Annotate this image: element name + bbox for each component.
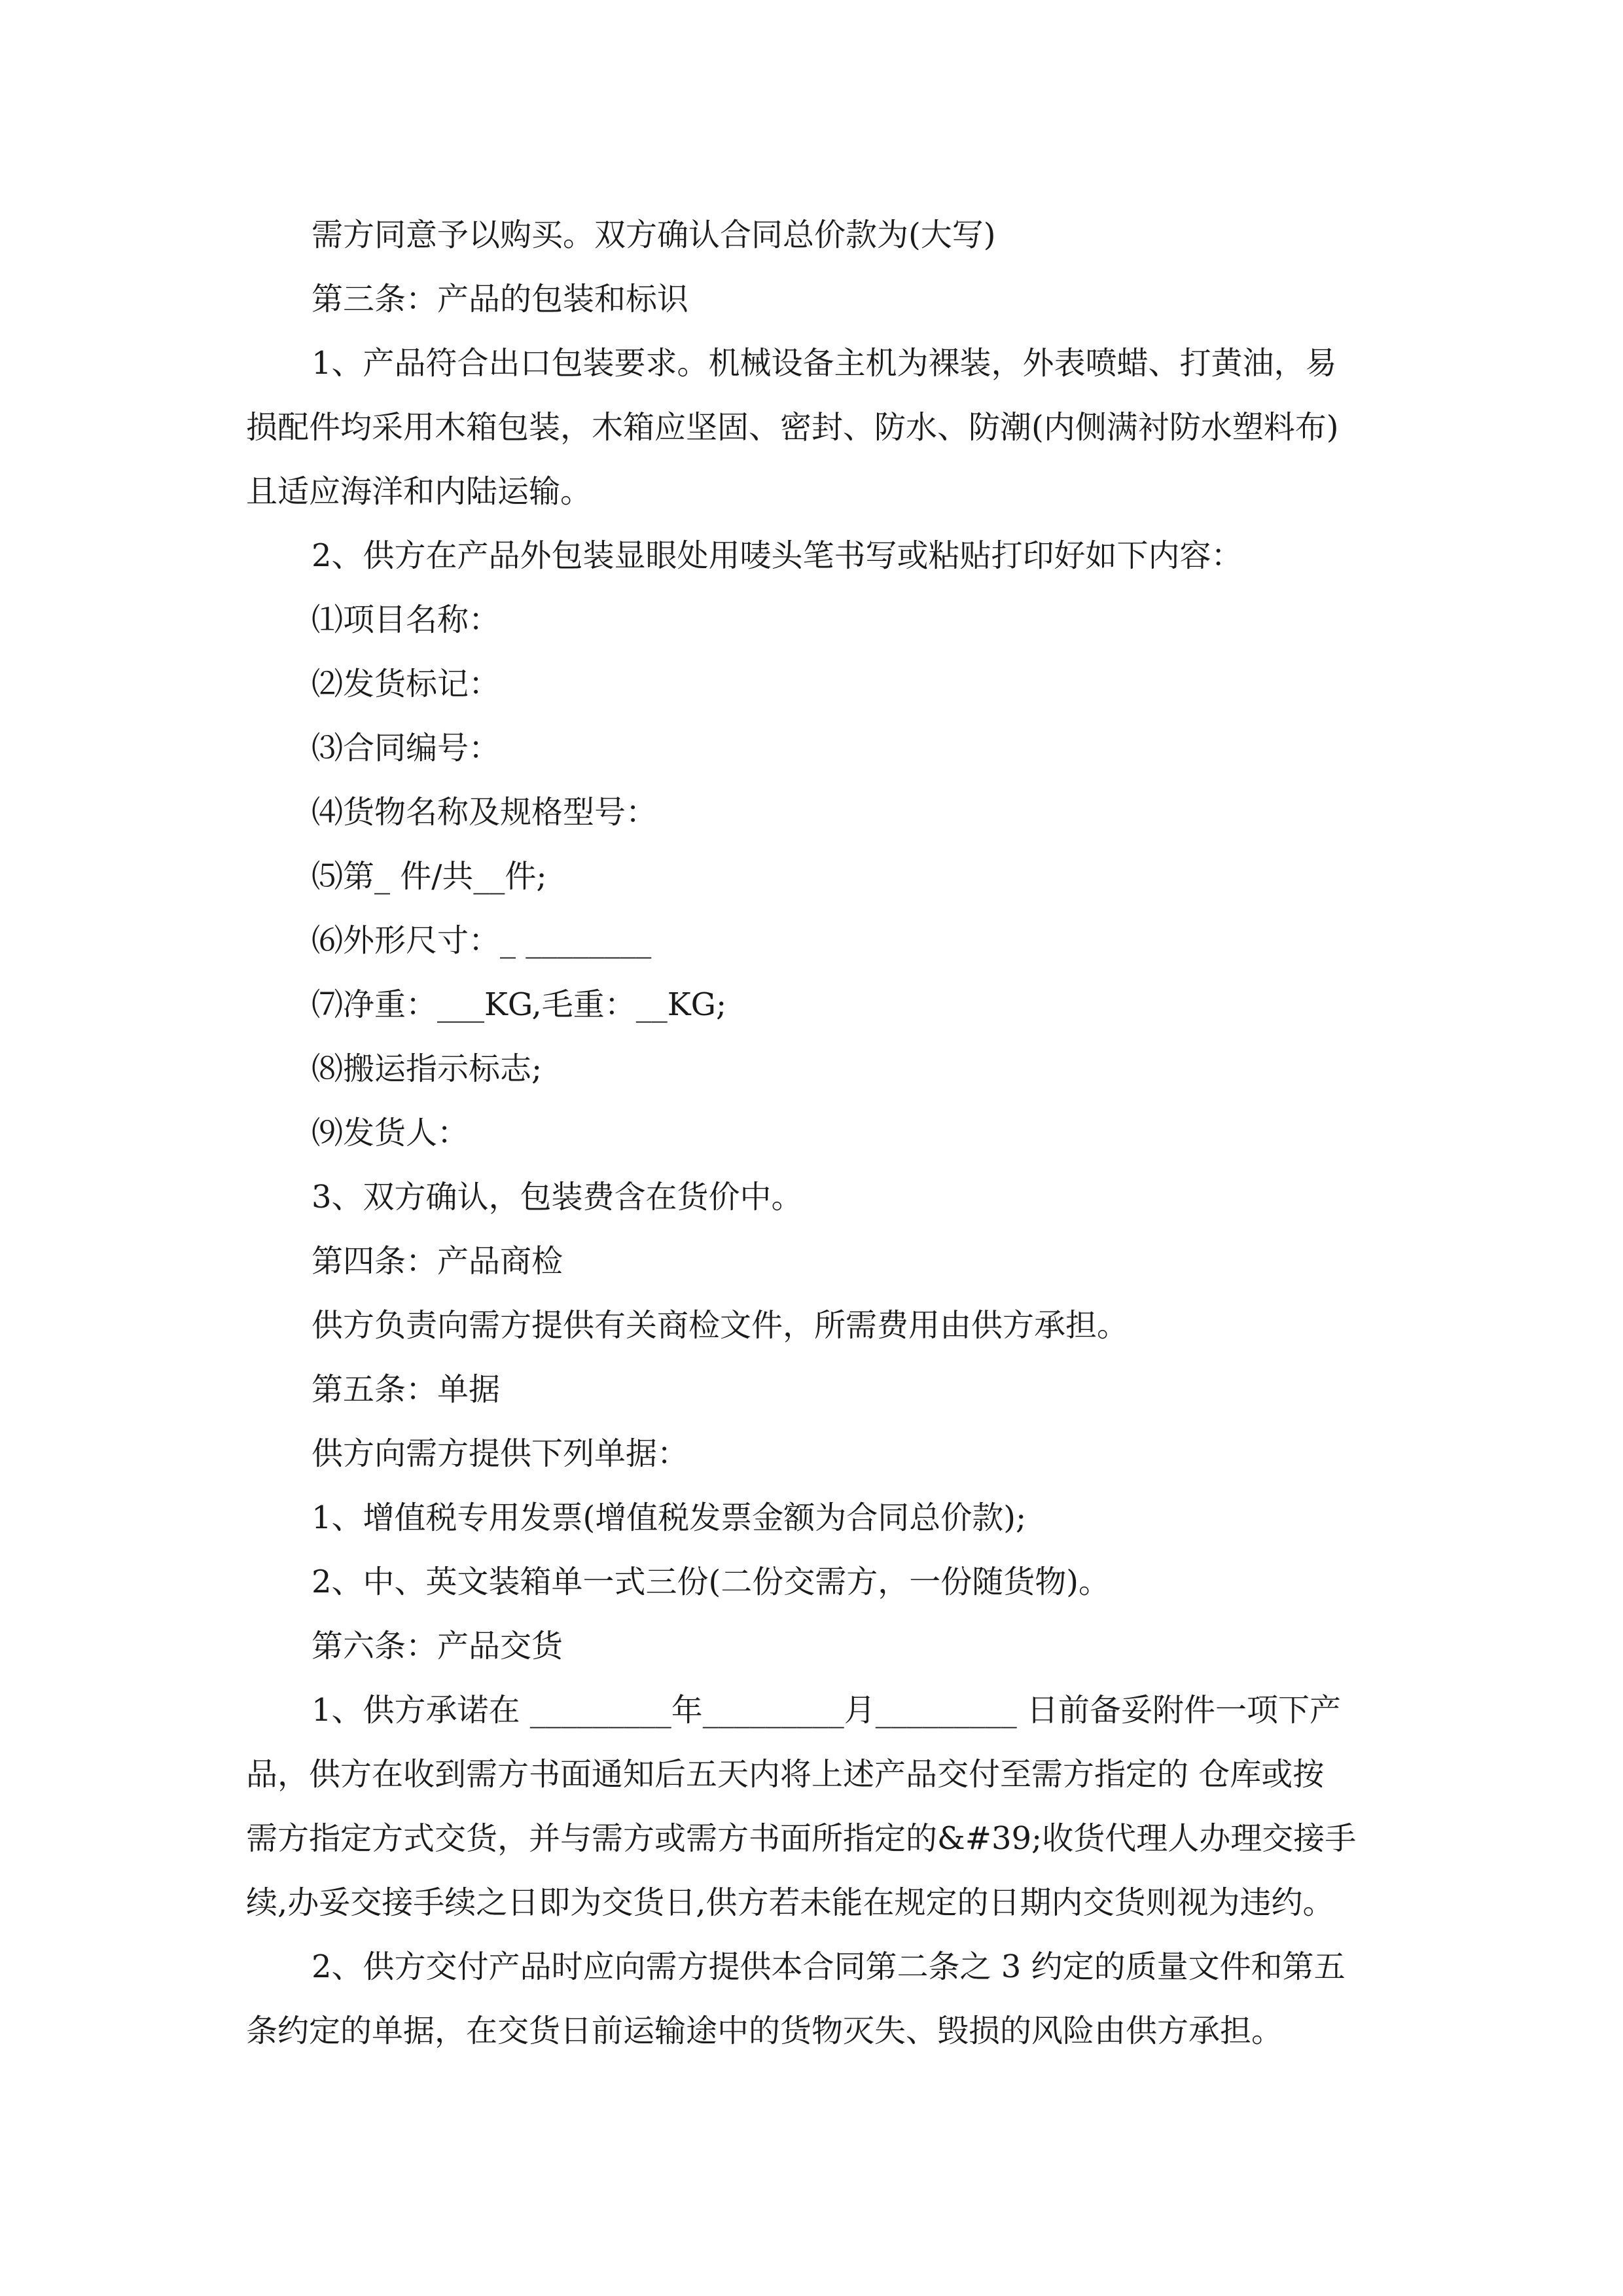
section-heading-5: 第五条：单据 xyxy=(312,1371,501,1408)
list-item: ⑷货物名称及规格型号： xyxy=(312,794,658,831)
body-line: 1、产品符合出口包装要求。机械设备主机为裸装，外表喷蜡、打黄油，易 xyxy=(312,345,1337,382)
body-line: 3、双方确认，包装费含在货价中。 xyxy=(312,1179,803,1215)
contract-body xyxy=(246,203,1385,2063)
section-heading-3: 第三条：产品的包装和标识 xyxy=(312,281,689,317)
list-item: 2、中、英文装箱单一式三份(二份交需方，一份随货物)。 xyxy=(312,1564,1110,1600)
body-line: 1、供方承诺在 _________年_________月_________ 日前备妥附件一项下产 xyxy=(312,1692,1342,1729)
list-item: ⑻搬运指示标志; xyxy=(312,1050,543,1087)
body-line: 2、供方在产品外包装显眼处用唛头笔书写或粘贴打印好如下内容： xyxy=(312,537,1243,574)
body-line: 需方同意予以购买。双方确认合同总价款为(大写) xyxy=(312,217,996,253)
body-line: 2、供方交付产品时应向需方提供本合同第二条之 3 约定的质量文件和第五 xyxy=(312,1948,1346,1985)
list-item: ⑸第_ 件/共__件; xyxy=(312,858,547,895)
body-line: 供方向需方提供下列单据： xyxy=(312,1435,689,1472)
list-item: ⑶合同编号： xyxy=(312,730,501,766)
list-item: 1、增值税专用发票(增值税发票金额为合同总价款); xyxy=(312,1499,1027,1536)
list-item: ⑴项目名称： xyxy=(312,601,501,638)
body-line: 需方指定方式交货，并与需方或需方书面所指定的&#39;收货代理人办理交接手 xyxy=(246,1820,1357,1857)
body-line: 且适应海洋和内陆运输。 xyxy=(246,473,592,510)
body-line: 损配件均采用木箱包装，木箱应坚固、密封、防水、防潮(内侧满衬防水塑料布) xyxy=(246,409,1339,446)
section-heading-6: 第六条：产品交货 xyxy=(312,1628,563,1664)
list-item: ⑺净重：___KG,毛重：__KG; xyxy=(312,986,727,1023)
list-item: ⑼发货人： xyxy=(312,1115,469,1151)
section-heading-4: 第四条：产品商检 xyxy=(312,1243,563,1280)
body-line: 供方负责向需方提供有关商检文件，所需费用由供方承担。 xyxy=(312,1307,1129,1344)
body-line: 条约定的单据，在交货日前运输途中的货物灭失、毁损的风险由供方承担。 xyxy=(246,2013,1283,2049)
list-item: ⑵发货标记： xyxy=(312,666,501,702)
list-item: ⑹外形尺寸：_ ________ xyxy=(312,922,652,959)
body-line: 续,办妥交接手续之日即为交货日,供方若未能在规定的日期内交货则视为违约。 xyxy=(246,1884,1334,1921)
body-line: 品，供方在收到需方书面通知后五天内将上述产品交付至需方指定的 仓库或按 xyxy=(246,1756,1325,1793)
